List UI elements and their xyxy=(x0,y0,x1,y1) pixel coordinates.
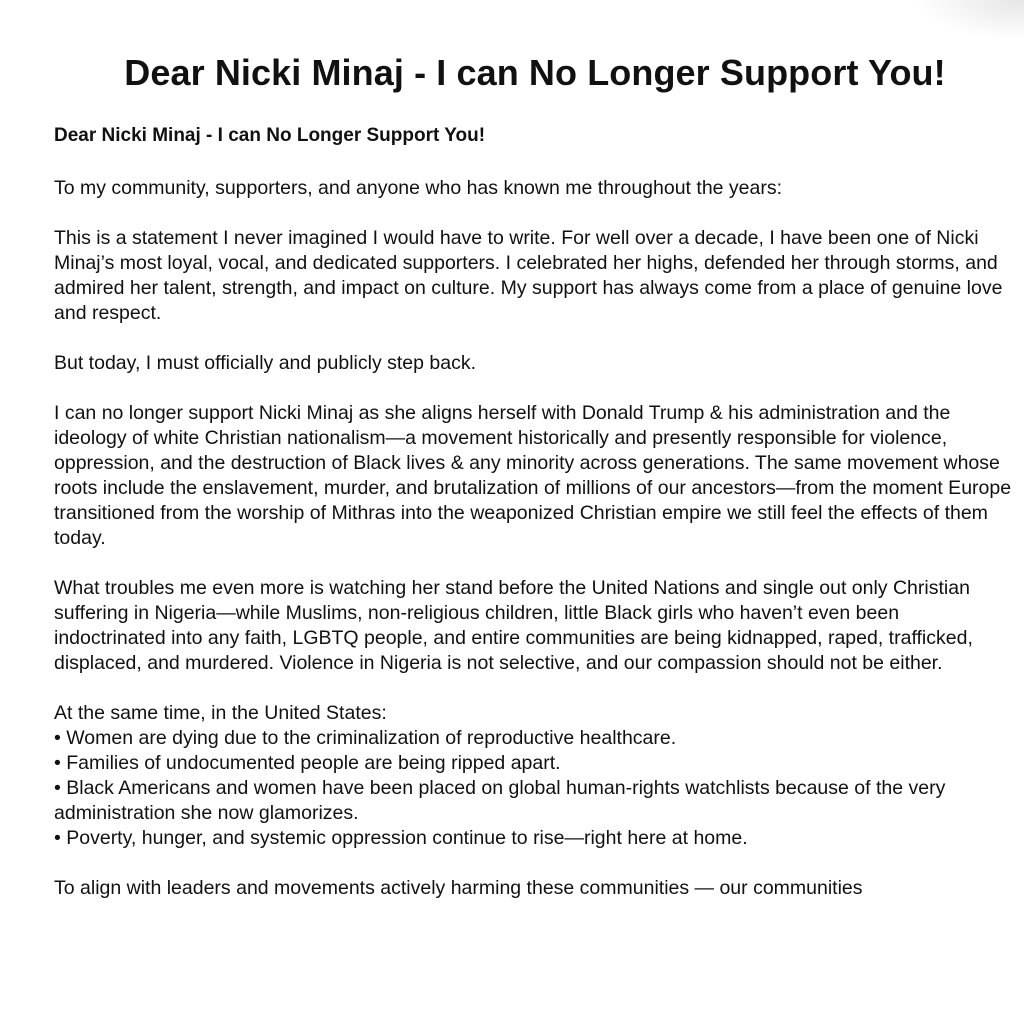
list-item: • Poverty, hunger, and systemic oppression continue to rise—right here at home. xyxy=(54,827,748,849)
paragraph-alignment: I can no longer support Nicki Minaj as she aligns herself with Donald Trump & his administration and the ideology of white Christian nationalism—a movement historically and presently responsible for violence, oppression, and the destruction of Black lives & any minority across generations. The same movement whose roots include the enslavement, murder, and brutalization of millions of our ancestors—from the moment Europe transitioned from the worship of Mithras into the weaponized Christian empire we still feel the effects of them today. xyxy=(54,402,1012,549)
paragraph-closing: To align with leaders and movements actively harming these communities — our communities xyxy=(54,877,863,899)
paragraph-greeting: To my community, supporters, and anyone who has known me throughout the years: xyxy=(54,177,783,199)
paragraph-step-back: But today, I must officially and publicly step back. xyxy=(54,352,476,374)
list-item: • Women are dying due to the criminalization of reproductive healthcare. xyxy=(54,727,677,749)
list-intro: At the same time, in the United States: xyxy=(54,702,387,724)
paragraph-nigeria: What troubles me even more is watching her stand before the United Nations and single out only Christian suffering in Nigeria—while Muslims, non-religious children, little Black girls who haven’t even been indoctrinated into any faith, LGBTQ people, and entire communities are being kidnapped, raped, trafficked, displaced, and murdered. Violence in Nigeria is not selective, and our compassion should not be either. xyxy=(54,577,973,674)
paragraph-statement: This is a statement I never imagined I would have to write. For well over a decade, I have been one of Nicki Minaj’s most loyal, vocal, and dedicated supporters. I celebrated her highs, defended her through storms, and admired her talent, strength, and impact on culture. My support has always come from a place of genuine love and respect. xyxy=(54,227,1003,324)
united-states-list xyxy=(54,701,1016,851)
list-item: • Black Americans and women have been placed on global human-rights watchlists because of the very administration she now glamorizes. xyxy=(54,777,946,824)
page-corner-shadow xyxy=(914,0,1024,40)
document-page xyxy=(54,48,1016,926)
document-title: Dear Nicki Minaj - I can No Longer Support You! xyxy=(124,52,946,93)
list-item: • Families of undocumented people are being ripped apart. xyxy=(54,752,561,774)
document-subtitle: Dear Nicki Minaj - I can No Longer Support You! xyxy=(54,125,486,146)
